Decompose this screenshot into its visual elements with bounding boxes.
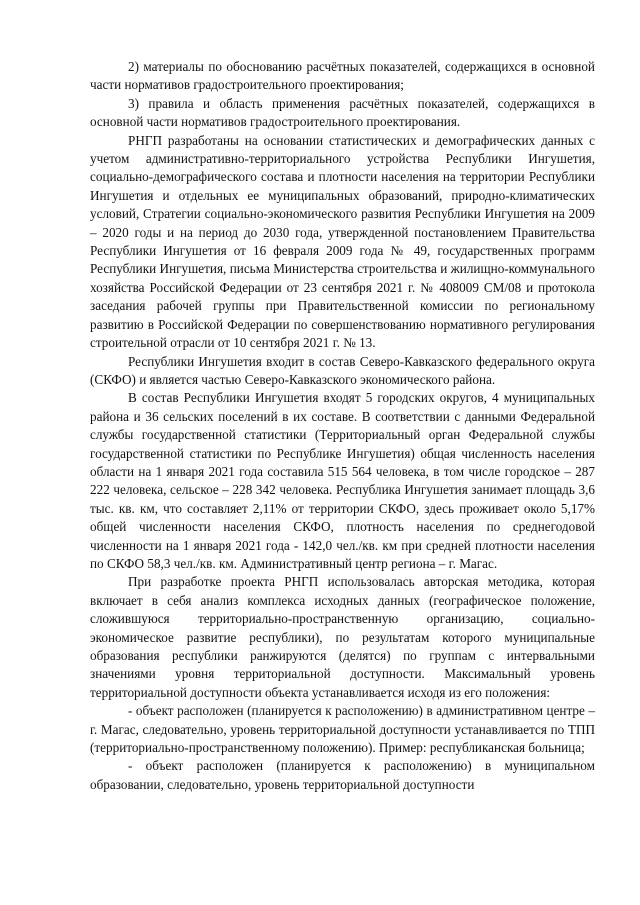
paragraph-methodology: При разработке проекта РНГП использовалась авторская методика, которая включает в себя анализ комплекса исходных данных (географическое положение, сложившуюся территориально-пространственную организацию, социально-экономическое развитие республики), по результатам которого муниципальные образования республики ранжируются (делятся) по группам с интервальными значениями уровня территориальной доступности. Максимальный уровень территориальной доступности объекта устанавливается исходя из его положения: [90, 574, 595, 700]
bullet-admin-center: - объект расположен (планируется к расположению) в административном центре – г. Магас, следовательно, уровень территориальной доступности устанавливается по ТПП (территориально-пространственному положению). Пример: республиканская больница; [90, 703, 595, 756]
bullet-municipal: - объект расположен (планируется к расположению) в муниципальном образовании, следовательно, уровень территориальной доступности [90, 758, 595, 792]
document-page [90, 58, 595, 794]
paragraph-population: В состав Республики Ингушетия входят 5 городских округов, 4 муниципальных района и 36 сельских поселений в их составе. В соответствии с данными Федеральной службы государственной статистики (Территориальный орган Федеральной службы государственной статистики по Республике Ингушетия) общая численность населения области на 1 января 2021 года составила 515 564 человека, в том числе городское – 287 222 человека, сельское – 228 342 человека. Республика Ингушетия занимает площадь 3,6 тыс. кв. км, что составляет 2,11% от территории СКФО, здесь проживает около 5,17% общей численности населения СКФО, плотность населения по среднегодовой численности на 1 января 2021 года - 142,0 чел./кв. км при средней плотности населения по СКФО 58,3 чел./кв. км. Административный центр региона – г. Магас. [90, 390, 595, 571]
paragraph-district: Республики Ингушетия входит в состав Северо-Кавказского федерального округа (СКФО) и является частью Северо-Кавказского экономического района. [90, 353, 595, 387]
paragraph-basis: РНГП разработаны на основании статистических и демографических данных с учетом административно-территориального устройства Республики Ингушетия, социально-демографического состава и плотности населения на территории Республики Ингушетия и отдельных ее муниципальных образований, природно-климатических условий, Стратегии социально-экономического развития Республики Ингушетия на 2009 – 2020 годы и на период до 2030 года, утвержденной постановлением Правительства Республики Ингушетия от 16 февраля 2009 года № 49, государственных программ Республики Ингушетия, письма Министерства строительства и жилищно-коммунального хозяйства Российской Федерации от 23 сентября 2021 г. № 408009 СМ/08 и протокола заседания рабочей группы при Правительственной комиссии по региональному развитию в Российской Федерации по совершенствованию нормативного регулирования строительной отрасли от 10 сентября 2021 г. № 13. [90, 132, 595, 351]
list-item-materials: 2) материалы по обоснованию расчётных показателей, содержащихся в основной части нормативов градостроительного проектирования; [90, 59, 595, 93]
list-item-rules: 3) правила и область применения расчётных показателей, содержащихся в основной части нормативов градостроительного проектирования. [90, 95, 595, 130]
